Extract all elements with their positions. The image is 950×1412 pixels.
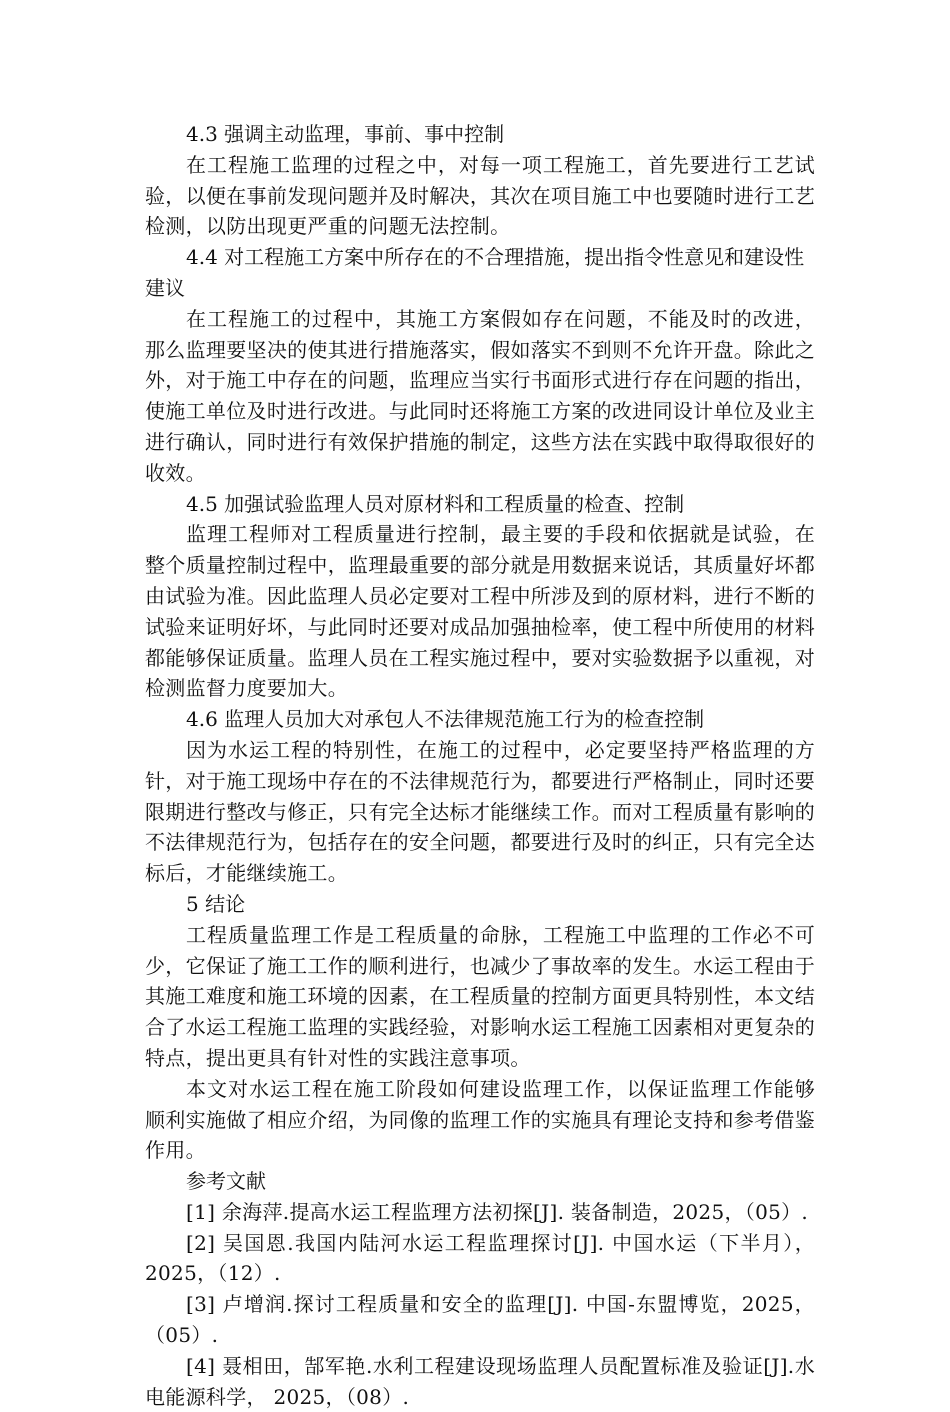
conclusion-heading: 5 结论 <box>186 891 246 916</box>
reference-item-2: [2] 吴国恩.我国内陆河水运工程监理探讨[J]. 中国水运（下半月），2025，（12）. <box>145 1230 815 1286</box>
reference-item-1: [1] 余海萍.提高水运工程监理方法初探[J]. 装备制造，2025，（05）. <box>186 1199 809 1224</box>
conclusion-paragraph-2: 本文对水运工程在施工阶段如何建设监理工作，以保证监理工作能够顺利实施做了相应介绍，为同像的监理工作的实施具有理论支持和参考借鉴作用。 <box>145 1076 815 1163</box>
section-heading-4-5: 4.5 加强试验监理人员对原材料和工程质量的检查、控制 <box>186 491 685 516</box>
reference-item-4: [4] 聂相田，郜军艳.水利工程建设现场监理人员配置标准及验证[J].水电能源科学， 2025，（08）. <box>145 1353 815 1409</box>
section-body-4-6: 因为水运工程的特别性，在施工的过程中，必定要坚持严格监理的方针，对于施工现场中存在的不法律规范行为，都要进行严格制止，同时还要限期进行整改与修正，只有完全达标才能继续工作。而对工程质量有影响的不法律规范行为，包括存在的安全问题，都要进行及时的纠正，只有完全达标后，才能继续施工。 <box>145 737 815 886</box>
section-body-4-4: 在工程施工的过程中，其施工方案假如存在问题，不能及时的改进，那么监理要坚决的使其进行措施落实，假如落实不到则不允许开盘。除此之外，对于施工中存在的问题，监理应当实行书面形式进行存在问题的指出，使施工单位及时进行改进。与此同时还将施工方案的改进同设计单位及业主进行确认，同时进行有效保护措施的制定，这些方法在实践中取得取很好的收效。 <box>145 306 815 485</box>
section-heading-4-4: 4.4 对工程施工方案中所存在的不合理措施，提出指令性意见和建设性建议 <box>145 245 805 300</box>
conclusion-paragraph-1: 工程质量监理工作是工程质量的命脉，工程施工中监理的工作必不可少，它保证了施工工作的顺利进行，也减少了事故率的发生。水运工程由于其施工难度和施工环境的因素，在工程质量的控制方面更具特别性，本文结合了水运工程施工监理的实践经验，对影响水运工程施工因素相对更复杂的特点，提出更具有针对性的实践注意事项。 <box>145 922 815 1070</box>
reference-item-3: [3] 卢增润.探讨工程质量和安全的监理[J]. 中国-东盟博览，2025，（05）. <box>145 1292 815 1348</box>
section-heading-4-6: 4.6 监理人员加大对承包人不法律规范施工行为的检查控制 <box>186 707 705 732</box>
section-heading-4-3: 4.3 强调主动监理，事前、事中控制 <box>186 122 505 146</box>
document-page <box>145 119 815 1412</box>
section-body-4-5: 监理工程师对工程质量进行控制，最主要的手段和依据就是试验，在整个质量控制过程中，监理最重要的部分就是用数据来说话，其质量好坏都由试验为准。因此监理人员必定要对工程中所涉及到的原材料，进行不断的试验来证明好坏，与此同时还要对成品加强抽检率，使工程中所使用的材料都能够保证质量。监理人员在工程实施过程中，要对实验数据予以重视，对检测监督力度要加大。 <box>145 522 815 701</box>
section-body-4-3: 在工程施工监理的过程之中，对每一项工程施工，首先要进行工艺试验，以便在事前发现问题并及时解决，其次在项目施工中也要随时进行工艺检测，以防出现更严重的问题无法控制。 <box>145 152 815 239</box>
references-heading: 参考文献 <box>186 1169 266 1194</box>
